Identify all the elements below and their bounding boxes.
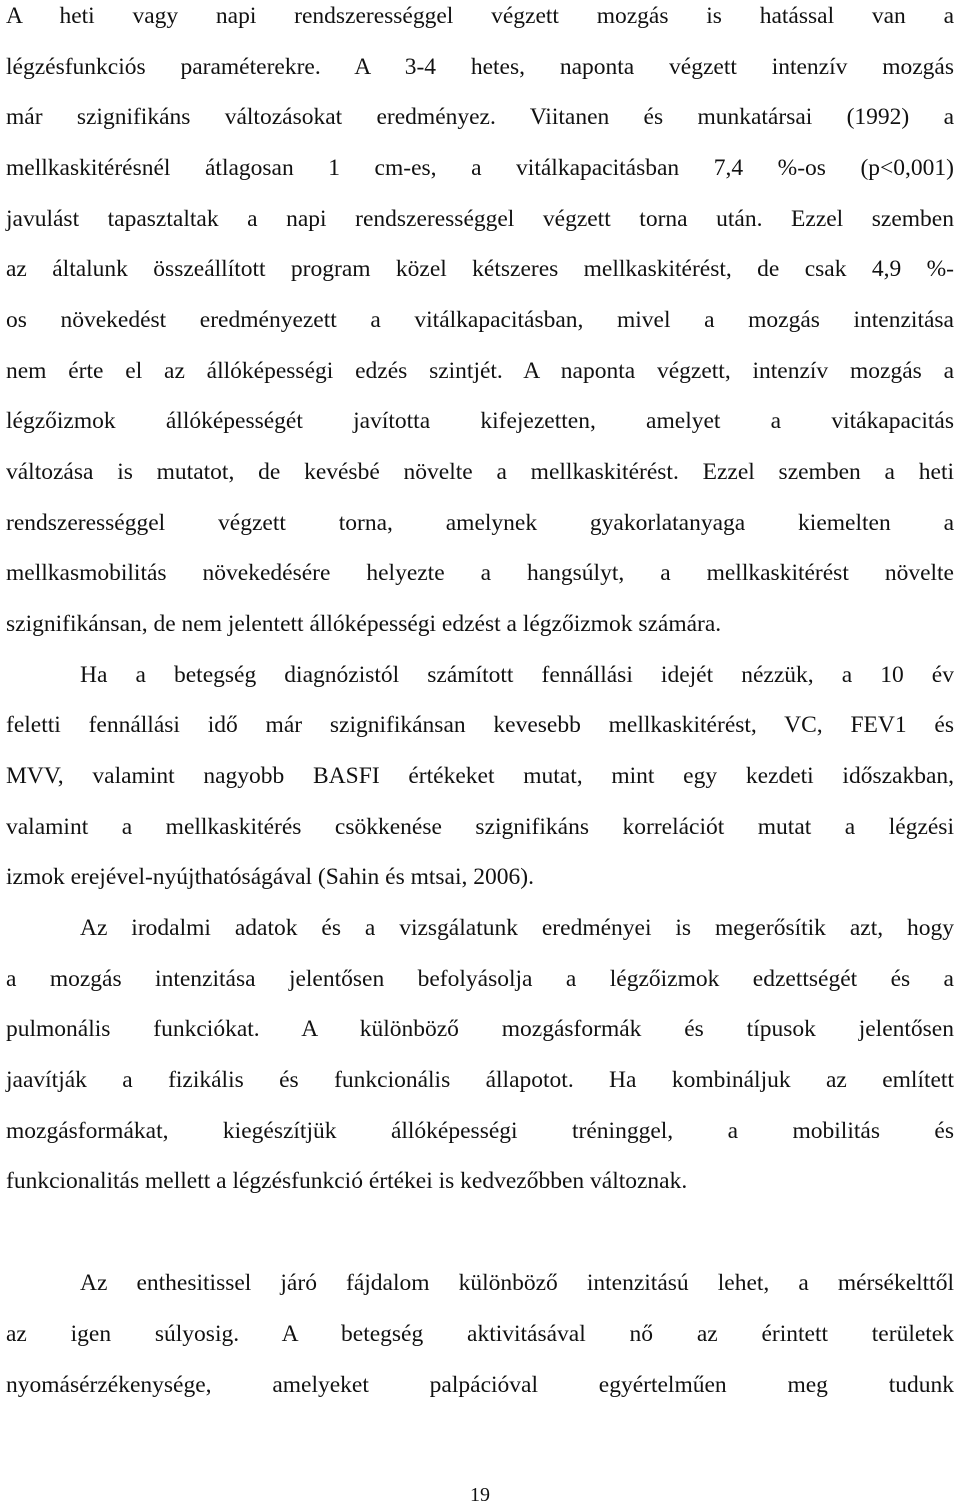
text-line: feletti fennállási idő már szignifikánsan kevesebb mellkaskitérést, VC, FEV1 és — [6, 712, 954, 738]
text-line: MVV, valamint nagyobb BASFI értékeket mutat, mint egy kezdeti időszakban, — [6, 763, 954, 789]
text-line: Az irodalmi adatok és a vizsgálatunk eredményei is megerősítik azt, hogy — [80, 915, 954, 941]
text-line: os növekedést eredményezett a vitálkapacitásban, mivel a mozgás intenzitása — [6, 307, 954, 333]
text-line: a mozgás intenzitása jelentősen befolyásolja a légzőizmok edzettségét és a — [6, 966, 954, 992]
text-line: már szignifikáns változásokat eredményez. Viitanen és munkatársai (1992) a — [6, 104, 954, 130]
text-line: mozgásformákat, kiegészítjük állóképességi tréninggel, a mobilitás és — [6, 1118, 954, 1144]
text-line: rendszerességgel végzett torna, amelynek gyakorlatanyaga kiemelten a — [6, 510, 954, 536]
text-line: légzésfunkciós paraméterekre. A 3-4 hetes, naponta végzett intenzív mozgás — [6, 54, 954, 80]
text-line: nyomásérzékenysége, amelyeket palpációval egyértelműen meg tudunk — [6, 1372, 954, 1398]
text-line: az igen súlyosig. A betegség aktivitásával nő az érintett területek — [6, 1321, 954, 1347]
text-line: az általunk összeállított program közel kétszeres mellkaskitérést, de csak 4,9 %- — [6, 256, 954, 282]
text-line: jaavítják a fizikális és funkcionális állapotot. Ha kombináljuk az említett — [6, 1067, 954, 1093]
text-line: szignifikánsan, de nem jelentett állóképességi edzést a légzőizmok számára. — [6, 611, 722, 637]
text-line: mellkaskitérésnél átlagosan 1 cm-es, a vitálkapacitásban 7,4 %-os (p<0,001) — [6, 155, 954, 181]
page-number: 19 — [470, 1484, 490, 1506]
text-line: változása is mutatot, de kevésbé növelte a mellkaskitérést. Ezzel szemben a heti — [6, 459, 954, 485]
text-line: Az enthesitissel járó fájdalom különböző intenzitású lehet, a mérsékelttől — [80, 1270, 954, 1296]
text-line: mellkasmobilitás növekedésére helyezte a hangsúlyt, a mellkaskitérést növelte — [6, 560, 954, 586]
text-line: javulást tapasztaltak a napi rendszerességgel végzett torna után. Ezzel szemben — [6, 206, 954, 232]
text-line: izmok erejével-nyújthatóságával (Sahin és mtsai, 2006). — [6, 864, 534, 890]
text-line: funkcionalitás mellett a légzésfunkció értékei is kedvezőbben változnak. — [6, 1168, 688, 1194]
text-line: A heti vagy napi rendszerességgel végzett mozgás is hatással van a — [6, 3, 954, 29]
text-line: légzőizmok állóképességét javította kifejezetten, amelyet a vitákapacitás — [6, 408, 954, 434]
text-line: nem érte el az állóképességi edzés szintjét. A naponta végzett, intenzív mozgás a — [6, 358, 954, 384]
text-line: valamint a mellkaskitérés csökkenése szignifikáns korrelációt mutat a légzési — [6, 814, 954, 840]
text-line: Ha a betegség diagnózistól számított fennállási idejét nézzük, a 10 év — [80, 662, 954, 688]
text-line: pulmonális funkciókat. A különböző mozgásformák és típusok jelentősen — [6, 1016, 954, 1042]
